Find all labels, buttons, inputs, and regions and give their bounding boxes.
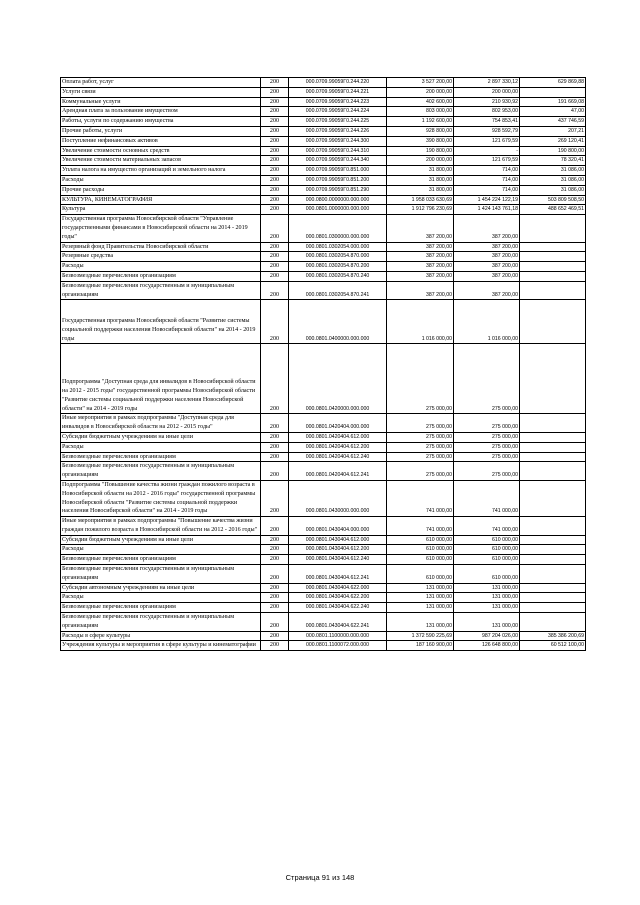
row-kbk: 000.0709.99059Г0.851.000: [289, 166, 387, 176]
row-name: Подпрограмма "Доступная среда для инвалидов в Новосибирской области на 2012 - 2015 годы" государственной программы Новосибирской области "Развитие системы социальной поддержки населения Новосибирской области" на 2014 - 2019 годы: [61, 344, 261, 414]
row-assigned: 190 800,00: [387, 146, 454, 156]
table-row: [61, 452, 586, 462]
row-remaining: [520, 603, 586, 613]
row-kbk: 000.0801.0430404.622.241: [289, 613, 387, 632]
row-executed: 387 200,00: [454, 281, 520, 300]
row-name: Государственная программа Новосибирской области "Развитие системы социальной поддержки населения Новосибирской области" на 2014 - 2019 годы: [61, 300, 261, 344]
page-footer: Страница 91 из 148: [285, 873, 355, 882]
row-code: 200: [261, 480, 289, 516]
row-assigned: 275 000,00: [387, 344, 454, 414]
row-code: 200: [261, 631, 289, 641]
row-assigned: 31 800,00: [387, 166, 454, 176]
table-row: [61, 271, 586, 281]
row-executed: 987 204 026,00: [454, 631, 520, 641]
table-row: [61, 517, 586, 536]
row-assigned: 610 000,00: [387, 545, 454, 555]
table-row: [61, 195, 586, 205]
row-executed: 2 897 330,12: [454, 78, 520, 88]
row-executed: 200 000,00: [454, 87, 520, 97]
row-kbk: 000.0801.0420404.612.000: [289, 432, 387, 442]
row-remaining: [520, 555, 586, 565]
row-assigned: 610 000,00: [387, 535, 454, 545]
row-assigned: 387 200,00: [387, 242, 454, 252]
row-kbk: 000.0801.0300000.000.000: [289, 215, 387, 242]
table-row: [61, 252, 586, 262]
row-code: 200: [261, 136, 289, 146]
row-code: 200: [261, 583, 289, 593]
row-kbk: 000.0801.0400000.000.000: [289, 300, 387, 344]
row-kbk: 000.0801.0420404.612.240: [289, 452, 387, 462]
row-remaining: [520, 414, 586, 433]
row-remaining: 207,21: [520, 126, 586, 136]
row-code: 200: [261, 641, 289, 651]
table-row: [61, 631, 586, 641]
row-kbk: 000.0801.0430404.622.240: [289, 603, 387, 613]
table-row: [61, 565, 586, 584]
table-row: [61, 215, 586, 242]
row-code: 200: [261, 442, 289, 452]
row-code: 200: [261, 593, 289, 603]
row-assigned: 200 000,00: [387, 87, 454, 97]
row-remaining: 60 512 100,00: [520, 641, 586, 651]
row-assigned: 200 000,00: [387, 156, 454, 166]
table-row: [61, 166, 586, 176]
row-executed: 387 200,00: [454, 242, 520, 252]
row-code: 200: [261, 262, 289, 272]
table-row: [61, 545, 586, 555]
row-code: 200: [261, 97, 289, 107]
row-remaining: [520, 87, 586, 97]
row-executed: 275 000,00: [454, 452, 520, 462]
row-name: Субсидии бюджетным учреждениям на иные цели: [61, 432, 261, 442]
row-kbk: 000.0801.0420404.000.000: [289, 414, 387, 433]
row-remaining: 269 120,41: [520, 136, 586, 146]
row-remaining: [520, 583, 586, 593]
row-code: 200: [261, 555, 289, 565]
row-name: Увеличение стоимости материальных запасов: [61, 156, 261, 166]
row-kbk: 000.0801.0302054.000.000: [289, 242, 387, 252]
table-row: [61, 97, 586, 107]
row-name: Работы, услуги по содержанию имущества: [61, 117, 261, 127]
row-name: Расходы: [61, 545, 261, 555]
row-kbk: 000.0709.99059Г0.244.225: [289, 117, 387, 127]
row-kbk: 000.0801.0430404.612.200: [289, 545, 387, 555]
row-kbk: 000.0801.0420000.000.000: [289, 344, 387, 414]
row-executed: 1 424 143 761,18: [454, 205, 520, 215]
row-kbk: 000.0709.99059Г0.244.224: [289, 107, 387, 117]
row-assigned: 387 200,00: [387, 262, 454, 272]
row-kbk: 000.0801.0302054.870.240: [289, 271, 387, 281]
row-name: Субсидии бюджетным учреждениям на иные цели: [61, 535, 261, 545]
table-row: [61, 185, 586, 195]
row-remaining: [520, 480, 586, 516]
row-code: 200: [261, 205, 289, 215]
row-name: Безвозмездные перечисления государственным и муниципальным организациям: [61, 613, 261, 632]
row-remaining: 385 386 200,69: [520, 631, 586, 641]
row-assigned: 275 000,00: [387, 452, 454, 462]
table-row: [61, 146, 586, 156]
row-remaining: [520, 262, 586, 272]
row-kbk: 000.0801.0430404.622.000: [289, 583, 387, 593]
row-assigned: 275 000,00: [387, 442, 454, 452]
row-kbk: 000.0801.0302054.870.000: [289, 252, 387, 262]
row-executed: 928 592,79: [454, 126, 520, 136]
row-kbk: 000.0801.1100000.000.000: [289, 631, 387, 641]
row-assigned: 31 800,00: [387, 175, 454, 185]
row-name: Арендная плата за пользование имуществом: [61, 107, 261, 117]
row-executed: 387 200,00: [454, 262, 520, 272]
row-code: 200: [261, 300, 289, 344]
table-row: [61, 583, 586, 593]
row-kbk: 000.0801.0420404.612.200: [289, 442, 387, 452]
row-code: 200: [261, 603, 289, 613]
row-assigned: 610 000,00: [387, 565, 454, 584]
row-kbk: 000.0709.99059Г0.244.226: [289, 126, 387, 136]
row-remaining: 488 652 469,51: [520, 205, 586, 215]
row-executed: 714,00: [454, 185, 520, 195]
row-code: 200: [261, 271, 289, 281]
row-remaining: 31 086,00: [520, 175, 586, 185]
row-kbk: 000.0801.0430404.622.200: [289, 593, 387, 603]
row-remaining: [520, 517, 586, 536]
row-executed: 1 454 224 122,19: [454, 195, 520, 205]
table-row: [61, 535, 586, 545]
row-kbk: 000.0801.0302054.870.200: [289, 262, 387, 272]
budget-table: [60, 77, 586, 651]
row-executed: 610 000,00: [454, 535, 520, 545]
row-code: 200: [261, 281, 289, 300]
row-name: Расходы: [61, 262, 261, 272]
row-assigned: 803 000,00: [387, 107, 454, 117]
table-row: [61, 603, 586, 613]
row-remaining: [520, 593, 586, 603]
row-remaining: [520, 535, 586, 545]
row-assigned: 131 000,00: [387, 583, 454, 593]
row-remaining: [520, 442, 586, 452]
row-name: Прочие работы, услуги: [61, 126, 261, 136]
row-kbk: 000.0709.99059Г0.851.200: [289, 175, 387, 185]
table-row: [61, 242, 586, 252]
table-row: [61, 300, 586, 344]
row-remaining: 31 086,00: [520, 185, 586, 195]
row-executed: 754 853,41: [454, 117, 520, 127]
row-kbk: 000.0709.99059Г0.244.220: [289, 78, 387, 88]
row-code: 200: [261, 545, 289, 555]
table-row: [61, 136, 586, 146]
row-code: 200: [261, 146, 289, 156]
row-remaining: [520, 271, 586, 281]
table-row: [61, 613, 586, 632]
row-name: Учреждения культуры и мероприятия в сфере культуры и кинематографии: [61, 641, 261, 651]
row-kbk: 000.0709.99059Г0.244.310: [289, 146, 387, 156]
row-name: Безвозмездные перечисления организациям: [61, 555, 261, 565]
row-kbk: 000.0801.0430404.612.241: [289, 565, 387, 584]
row-assigned: 387 200,00: [387, 215, 454, 242]
row-code: 200: [261, 126, 289, 136]
row-assigned: 31 800,00: [387, 185, 454, 195]
row-code: 200: [261, 452, 289, 462]
row-name: Безвозмездные перечисления государственным и муниципальным организациям: [61, 462, 261, 481]
row-code: 200: [261, 78, 289, 88]
row-executed: 387 200,00: [454, 252, 520, 262]
row-code: 200: [261, 414, 289, 433]
row-kbk: 000.0709.99059Г0.244.221: [289, 87, 387, 97]
row-kbk: 000.0801.0430000.000.000: [289, 480, 387, 516]
row-remaining: [520, 432, 586, 442]
row-name: Культура: [61, 205, 261, 215]
row-assigned: 131 000,00: [387, 593, 454, 603]
row-name: КУЛЬТУРА, КИНЕМАТОГРАФИЯ: [61, 195, 261, 205]
row-executed: 387 200,00: [454, 271, 520, 281]
table-row: [61, 87, 586, 97]
row-name: Подпрограмма "Повышение качества жизни граждан пожилого возраста в Новосибирской области на 2012 - 2016 годы" государственной программы Новосибирской области "Развитие системы социальной поддержки населения Новосибирской области" на 2014 - 2019 годы: [61, 480, 261, 516]
row-name: Поступление нефинансовых активов: [61, 136, 261, 146]
row-code: 200: [261, 517, 289, 536]
row-name: Резервные средства: [61, 252, 261, 262]
row-executed: 714,00: [454, 175, 520, 185]
row-assigned: 1 912 796 230,69: [387, 205, 454, 215]
row-name: Оплата работ, услуг: [61, 78, 261, 88]
row-remaining: 503 809 508,50: [520, 195, 586, 205]
row-remaining: 47,00: [520, 107, 586, 117]
row-executed: 126 648 800,00: [454, 641, 520, 651]
table-row: [61, 414, 586, 433]
row-name: Государственная программа Новосибирской области "Управление государственными финансами в Новосибирской области на 2014 - 2019 годы": [61, 215, 261, 242]
row-assigned: 1 016 000,00: [387, 300, 454, 344]
row-kbk: 000.0801.0430404.000.000: [289, 517, 387, 536]
row-kbk: 000.0801.0430404.612.240: [289, 555, 387, 565]
row-assigned: 390 800,00: [387, 136, 454, 146]
row-executed: 610 000,00: [454, 555, 520, 565]
row-executed: 131 000,00: [454, 603, 520, 613]
row-remaining: [520, 300, 586, 344]
table-row: [61, 462, 586, 481]
row-kbk: 000.0709.99059Г0.244.223: [289, 97, 387, 107]
row-code: 200: [261, 462, 289, 481]
row-remaining: [520, 215, 586, 242]
row-executed: 275 000,00: [454, 442, 520, 452]
row-code: 200: [261, 156, 289, 166]
row-remaining: [520, 565, 586, 584]
row-name: Безвозмездные перечисления организациям: [61, 452, 261, 462]
row-name: Безвозмездные перечисления государственным и муниципальным организациям: [61, 565, 261, 584]
row-executed: 610 000,00: [454, 565, 520, 584]
row-code: 200: [261, 87, 289, 97]
row-remaining: [520, 344, 586, 414]
row-executed: 131 000,00: [454, 613, 520, 632]
row-remaining: [520, 252, 586, 262]
row-kbk: 000.0801.0430404.612.000: [289, 535, 387, 545]
row-assigned: 1 192 600,00: [387, 117, 454, 127]
row-code: 200: [261, 215, 289, 242]
table-row: [61, 344, 586, 414]
row-kbk: 000.0801.0420404.612.241: [289, 462, 387, 481]
row-remaining: [520, 452, 586, 462]
table-row: [61, 641, 586, 651]
row-name: Иные мероприятия в рамках подпрограммы "Доступная среда для инвалидов в Новосибирской области на 2012 - 2015 годы": [61, 414, 261, 433]
row-code: 200: [261, 565, 289, 584]
row-remaining: 78 320,41: [520, 156, 586, 166]
row-executed: 275 000,00: [454, 414, 520, 433]
row-name: Иные мероприятия в рамках подпрограммы "Повышение качества жизни граждан пожилого возраста в Новосибирской области на 2012 - 2016 годы": [61, 517, 261, 536]
row-name: Коммунальные услуги: [61, 97, 261, 107]
row-assigned: 131 000,00: [387, 613, 454, 632]
row-code: 200: [261, 166, 289, 176]
row-name: Расходы в сфере культуры: [61, 631, 261, 641]
row-executed: 121 679,59: [454, 136, 520, 146]
table-row: [61, 117, 586, 127]
row-remaining: 31 086,00: [520, 166, 586, 176]
table-row: [61, 107, 586, 117]
table-row: [61, 262, 586, 272]
row-executed: 121 679,59: [454, 156, 520, 166]
row-assigned: 741 000,00: [387, 517, 454, 536]
row-code: 200: [261, 252, 289, 262]
row-assigned: 1 372 590 225,69: [387, 631, 454, 641]
row-executed: -: [454, 146, 520, 156]
row-kbk: 000.0801.0000000.000.000: [289, 205, 387, 215]
row-executed: 610 000,00: [454, 545, 520, 555]
row-assigned: 387 200,00: [387, 281, 454, 300]
row-name: Субсидии автономным учреждениям на иные цели: [61, 583, 261, 593]
row-kbk: 000.0801.1100072.000.000: [289, 641, 387, 651]
row-executed: 131 000,00: [454, 583, 520, 593]
row-assigned: 1 958 033 630,69: [387, 195, 454, 205]
table-row: [61, 126, 586, 136]
row-remaining: 437 746,59: [520, 117, 586, 127]
row-name: Резервный фонд Правительства Новосибирской области: [61, 242, 261, 252]
row-kbk: 000.0709.99059Г0.244.340: [289, 156, 387, 166]
row-name: Расходы: [61, 175, 261, 185]
row-assigned: 275 000,00: [387, 462, 454, 481]
row-code: 200: [261, 432, 289, 442]
row-remaining: [520, 242, 586, 252]
row-name: Увеличение стоимости основных средств: [61, 146, 261, 156]
row-executed: 275 000,00: [454, 462, 520, 481]
row-executed: 741 000,00: [454, 517, 520, 536]
row-code: 200: [261, 242, 289, 252]
row-assigned: 187 160 900,00: [387, 641, 454, 651]
row-executed: 275 000,00: [454, 344, 520, 414]
row-assigned: 387 200,00: [387, 252, 454, 262]
row-kbk: 000.0709.99059Г0.244.300: [289, 136, 387, 146]
row-executed: 802 953,00: [454, 107, 520, 117]
row-name: Прочие расходы: [61, 185, 261, 195]
row-remaining: [520, 613, 586, 632]
table-row: [61, 156, 586, 166]
table-row: [61, 281, 586, 300]
row-name: Безвозмездные перечисления государственным и муниципальным организациям: [61, 281, 261, 300]
row-name: Уплата налога на имущество организаций и земельного налога: [61, 166, 261, 176]
table-row: [61, 480, 586, 516]
table-row: [61, 175, 586, 185]
row-code: 200: [261, 195, 289, 205]
row-code: 200: [261, 344, 289, 414]
row-kbk: 000.0801.0302054.870.241: [289, 281, 387, 300]
row-code: 200: [261, 535, 289, 545]
row-name: Безвозмездные перечисления организациям: [61, 603, 261, 613]
row-code: 200: [261, 107, 289, 117]
row-code: 200: [261, 613, 289, 632]
table-row: [61, 78, 586, 88]
table-row: [61, 432, 586, 442]
row-assigned: 928 800,00: [387, 126, 454, 136]
row-assigned: 610 000,00: [387, 555, 454, 565]
row-executed: 387 200,00: [454, 215, 520, 242]
row-remaining: 190 800,00: [520, 146, 586, 156]
row-remaining: [520, 545, 586, 555]
row-assigned: 131 000,00: [387, 603, 454, 613]
table-row: [61, 593, 586, 603]
row-remaining: [520, 281, 586, 300]
row-executed: 714,00: [454, 166, 520, 176]
row-name: Расходы: [61, 442, 261, 452]
row-executed: 131 000,00: [454, 593, 520, 603]
row-assigned: 3 527 200,00: [387, 78, 454, 88]
row-assigned: 275 000,00: [387, 432, 454, 442]
table-row: [61, 555, 586, 565]
row-kbk: 000.0709.99059Г0.851.290: [289, 185, 387, 195]
row-assigned: 275 000,00: [387, 414, 454, 433]
row-kbk: 000.0800.0000000.000.000: [289, 195, 387, 205]
row-remaining: 191 669,08: [520, 97, 586, 107]
row-remaining: 629 869,88: [520, 78, 586, 88]
row-executed: 741 000,00: [454, 480, 520, 516]
row-executed: 1 016 000,00: [454, 300, 520, 344]
row-name: Услуги связи: [61, 87, 261, 97]
row-code: 200: [261, 185, 289, 195]
row-name: Безвозмездные перечисления организациям: [61, 271, 261, 281]
row-assigned: 402 600,00: [387, 97, 454, 107]
row-remaining: [520, 462, 586, 481]
row-name: Расходы: [61, 593, 261, 603]
row-code: 200: [261, 117, 289, 127]
table-row: [61, 205, 586, 215]
row-executed: 275 000,00: [454, 432, 520, 442]
row-assigned: 741 000,00: [387, 480, 454, 516]
row-code: 200: [261, 175, 289, 185]
table-row: [61, 442, 586, 452]
row-executed: 210 930,92: [454, 97, 520, 107]
row-assigned: 387 200,00: [387, 271, 454, 281]
